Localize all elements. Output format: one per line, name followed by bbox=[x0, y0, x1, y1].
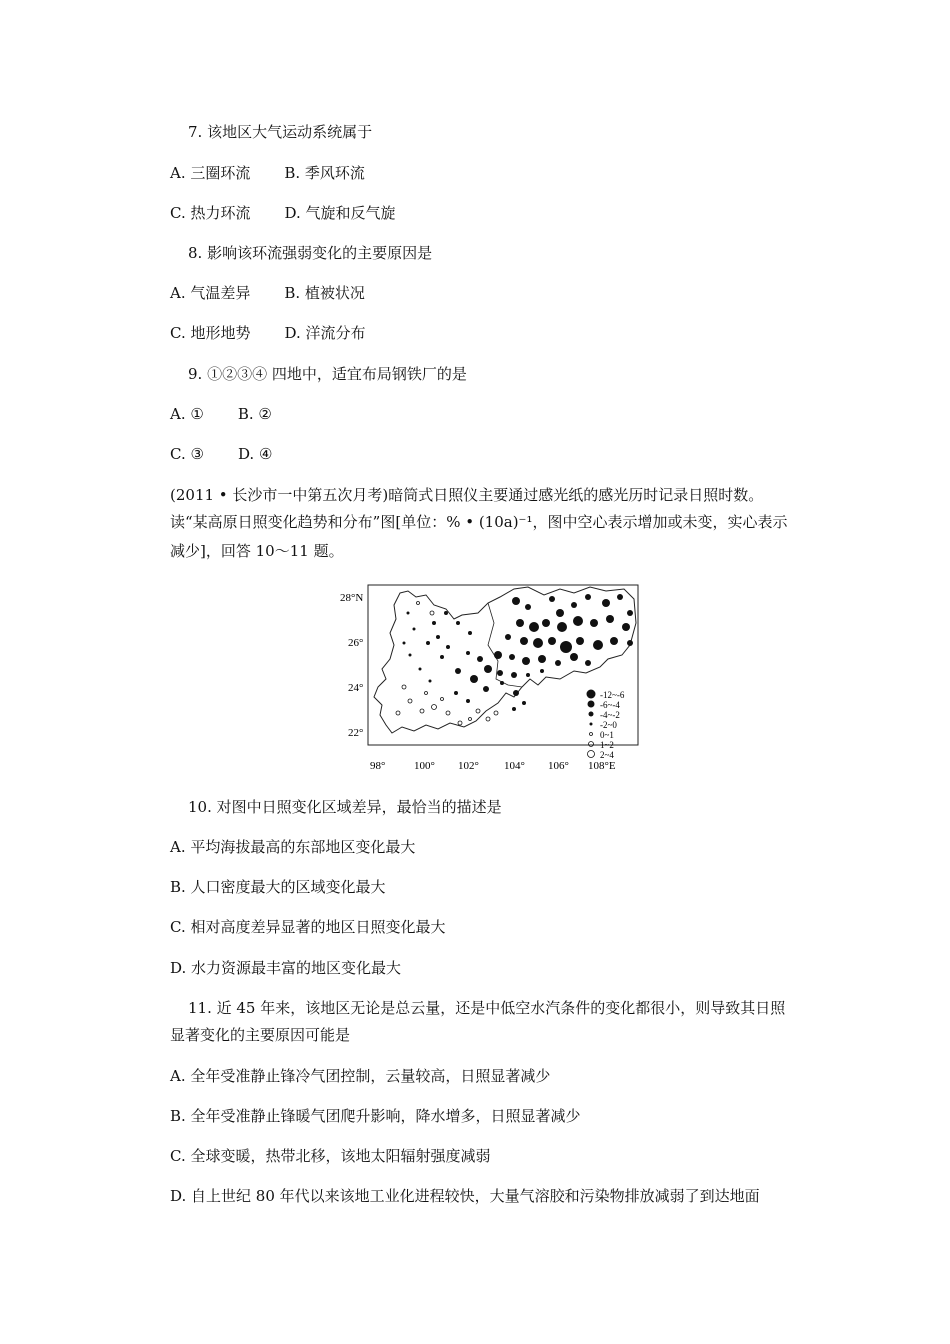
station-decrease-dot bbox=[436, 635, 440, 639]
station-decrease-dot bbox=[560, 641, 572, 653]
intro-line-2: 读“某高原日照变化趋势和分布”图[单位：% • (10a)⁻¹，图中空心表示增加或未变，实心表示 bbox=[170, 513, 788, 531]
station-decrease-dot bbox=[455, 668, 461, 674]
lon-label: 102° bbox=[458, 760, 479, 772]
station-decrease-dot bbox=[617, 594, 623, 600]
lon-label: 108°E bbox=[588, 760, 616, 772]
legend-symbol bbox=[588, 701, 595, 708]
station-decrease-dot bbox=[627, 640, 633, 646]
question-9-options-row-2 bbox=[170, 444, 272, 464]
station-decrease-dot bbox=[440, 655, 444, 659]
station-decrease-dot bbox=[413, 628, 416, 631]
question-7-stem: 7. 该地区大气运动系统属于 bbox=[188, 123, 373, 141]
station-decrease-dot bbox=[456, 621, 460, 625]
option-a: A. 三圈环流 bbox=[170, 164, 251, 182]
legend-label: -4~-2 bbox=[600, 710, 620, 720]
station-decrease-dot bbox=[593, 640, 603, 650]
station-decrease-dot bbox=[466, 651, 470, 655]
question-8-options-row-2 bbox=[170, 323, 366, 343]
intro-line-1: (2011 • 长沙市一中第五次月考)暗筒式日照仪主要通过感光纸的感光历时记录日照时数。 bbox=[170, 486, 764, 504]
station-decrease-dot bbox=[556, 609, 564, 617]
station-decrease-dot bbox=[576, 637, 584, 645]
legend-label: -6~-4 bbox=[600, 700, 620, 710]
station-decrease-dot bbox=[522, 701, 526, 705]
station-decrease-dot bbox=[512, 597, 520, 605]
station-decrease-dot bbox=[602, 599, 610, 607]
station-decrease-dot bbox=[494, 651, 502, 659]
station-decrease-dot bbox=[585, 660, 591, 666]
legend-label: 1~2 bbox=[600, 740, 614, 750]
question-8-options-row-1 bbox=[170, 283, 365, 303]
station-decrease-dot bbox=[526, 673, 530, 677]
station-decrease-dot bbox=[533, 638, 543, 648]
station-decrease-dot bbox=[542, 619, 550, 627]
lon-label: 98° bbox=[370, 760, 386, 772]
question-9-stem: 9. ①②③④ 四地中，适宜布局钢铁厂的是 bbox=[188, 365, 467, 383]
station-decrease-dot bbox=[403, 642, 406, 645]
legend-symbol bbox=[589, 712, 594, 717]
station-decrease-dot bbox=[484, 665, 492, 673]
option-a: A. 气温差异 bbox=[170, 284, 251, 302]
question-8-stem: 8. 影响该环流强弱变化的主要原因是 bbox=[188, 244, 433, 262]
station-decrease-dot bbox=[585, 594, 591, 600]
lat-label: 26° bbox=[348, 637, 364, 649]
question-10-option-c: C. 相对高度差异显著的地区日照变化最大 bbox=[170, 918, 446, 936]
legend-label: -2~0 bbox=[600, 720, 617, 730]
station-decrease-dot bbox=[516, 619, 524, 627]
lat-label: 28°N bbox=[340, 592, 364, 604]
lat-label: 24° bbox=[348, 682, 364, 694]
station-decrease-dot bbox=[573, 616, 583, 626]
station-decrease-dot bbox=[538, 655, 546, 663]
station-decrease-dot bbox=[477, 656, 483, 662]
station-decrease-dot bbox=[419, 668, 422, 671]
station-decrease-dot bbox=[446, 645, 450, 649]
option-d: D. 气旋和反气旋 bbox=[284, 204, 396, 222]
question-11-option-b: B. 全年受准静止锋暖气团爬升影响，降水增多，日照显著减少 bbox=[170, 1107, 581, 1125]
station-decrease-dot bbox=[520, 637, 528, 645]
question-10-option-b: B. 人口密度最大的区域变化最大 bbox=[170, 878, 386, 896]
station-decrease-dot bbox=[622, 623, 630, 631]
option-c: C. ③ bbox=[170, 445, 204, 463]
question-11-stem-line-1: 11. 近 45 年来，该地区无论是总云量，还是中低空水汽条件的变化都很小，则导致其日照 bbox=[188, 999, 786, 1017]
lon-label: 104° bbox=[504, 760, 525, 772]
station-decrease-dot bbox=[555, 660, 561, 666]
question-11-stem-line-2: 显著变化的主要原因可能是 bbox=[170, 1026, 351, 1044]
station-decrease-dot bbox=[513, 690, 519, 696]
legend-symbol bbox=[590, 723, 593, 726]
option-a: A. ① bbox=[170, 405, 204, 423]
station-decrease-dot bbox=[606, 615, 614, 623]
legend-label: 2~4 bbox=[600, 750, 614, 760]
station-decrease-dot bbox=[466, 699, 470, 703]
station-decrease-dot bbox=[557, 622, 567, 632]
station-decrease-dot bbox=[470, 675, 478, 683]
option-d: D. 洋流分布 bbox=[284, 324, 366, 342]
question-7-options-row-2 bbox=[170, 203, 396, 223]
lat-label: 22° bbox=[348, 727, 364, 739]
station-decrease-dot bbox=[429, 680, 432, 683]
question-10-option-a: A. 平均海拔最高的东部地区变化最大 bbox=[170, 838, 416, 856]
legend-label: -12~-6 bbox=[600, 690, 625, 700]
station-decrease-dot bbox=[512, 707, 516, 711]
option-b: B. 植被状况 bbox=[284, 284, 365, 302]
question-9-options-row-1 bbox=[170, 404, 272, 424]
station-decrease-dot bbox=[590, 619, 598, 627]
station-decrease-dot bbox=[509, 654, 515, 660]
question-11-option-a: A. 全年受准静止锋冷气团控制，云量较高，日照显著减少 bbox=[170, 1067, 551, 1085]
station-decrease-dot bbox=[529, 622, 539, 632]
legend-symbol bbox=[587, 690, 596, 699]
intro-line-3: 减少]，回答 10～11 题。 bbox=[170, 542, 344, 560]
question-7-options-row-1 bbox=[170, 163, 365, 183]
station-decrease-dot bbox=[444, 611, 448, 615]
option-c: C. 热力环流 bbox=[170, 204, 251, 222]
station-decrease-dot bbox=[610, 637, 618, 645]
question-11-option-d: D. 自上世纪 80 年代以来该地工业化进程较快，大量气溶胶和污染物排放减弱了到达地面 bbox=[170, 1187, 760, 1205]
station-decrease-dot bbox=[571, 602, 577, 608]
station-decrease-dot bbox=[522, 657, 530, 665]
station-decrease-dot bbox=[468, 631, 472, 635]
lon-label: 106° bbox=[548, 760, 569, 772]
sunshine-change-map bbox=[338, 583, 642, 777]
station-decrease-dot bbox=[407, 612, 410, 615]
option-b: B. 季风环流 bbox=[284, 164, 365, 182]
lon-label: 100° bbox=[414, 760, 435, 772]
station-decrease-dot bbox=[570, 653, 578, 661]
station-decrease-dot bbox=[540, 669, 544, 673]
station-decrease-dot bbox=[549, 596, 555, 602]
option-d: D. ④ bbox=[237, 445, 273, 463]
station-decrease-dot bbox=[505, 634, 511, 640]
station-decrease-dot bbox=[525, 604, 531, 610]
station-decrease-dot bbox=[483, 686, 489, 692]
option-b: B. ② bbox=[237, 405, 272, 423]
question-10-option-d: D. 水力资源最丰富的地区变化最大 bbox=[170, 959, 402, 977]
station-decrease-dot bbox=[454, 691, 458, 695]
station-decrease-dot bbox=[548, 637, 556, 645]
map-frame bbox=[368, 585, 638, 745]
station-decrease-dot bbox=[500, 681, 504, 685]
station-decrease-dot bbox=[432, 621, 436, 625]
station-decrease-dot bbox=[409, 654, 412, 657]
station-decrease-dot bbox=[511, 672, 517, 678]
station-decrease-dot bbox=[627, 610, 633, 616]
legend-label: 0~1 bbox=[600, 730, 614, 740]
station-decrease-dot bbox=[426, 641, 430, 645]
question-11-option-c: C. 全球变暖，热带北移，该地太阳辐射强度减弱 bbox=[170, 1147, 491, 1165]
legend-symbol bbox=[588, 751, 595, 758]
option-c: C. 地形地势 bbox=[170, 324, 251, 342]
question-10-stem: 10. 对图中日照变化区域差异，最恰当的描述是 bbox=[188, 798, 502, 816]
station-decrease-dot bbox=[497, 670, 503, 676]
